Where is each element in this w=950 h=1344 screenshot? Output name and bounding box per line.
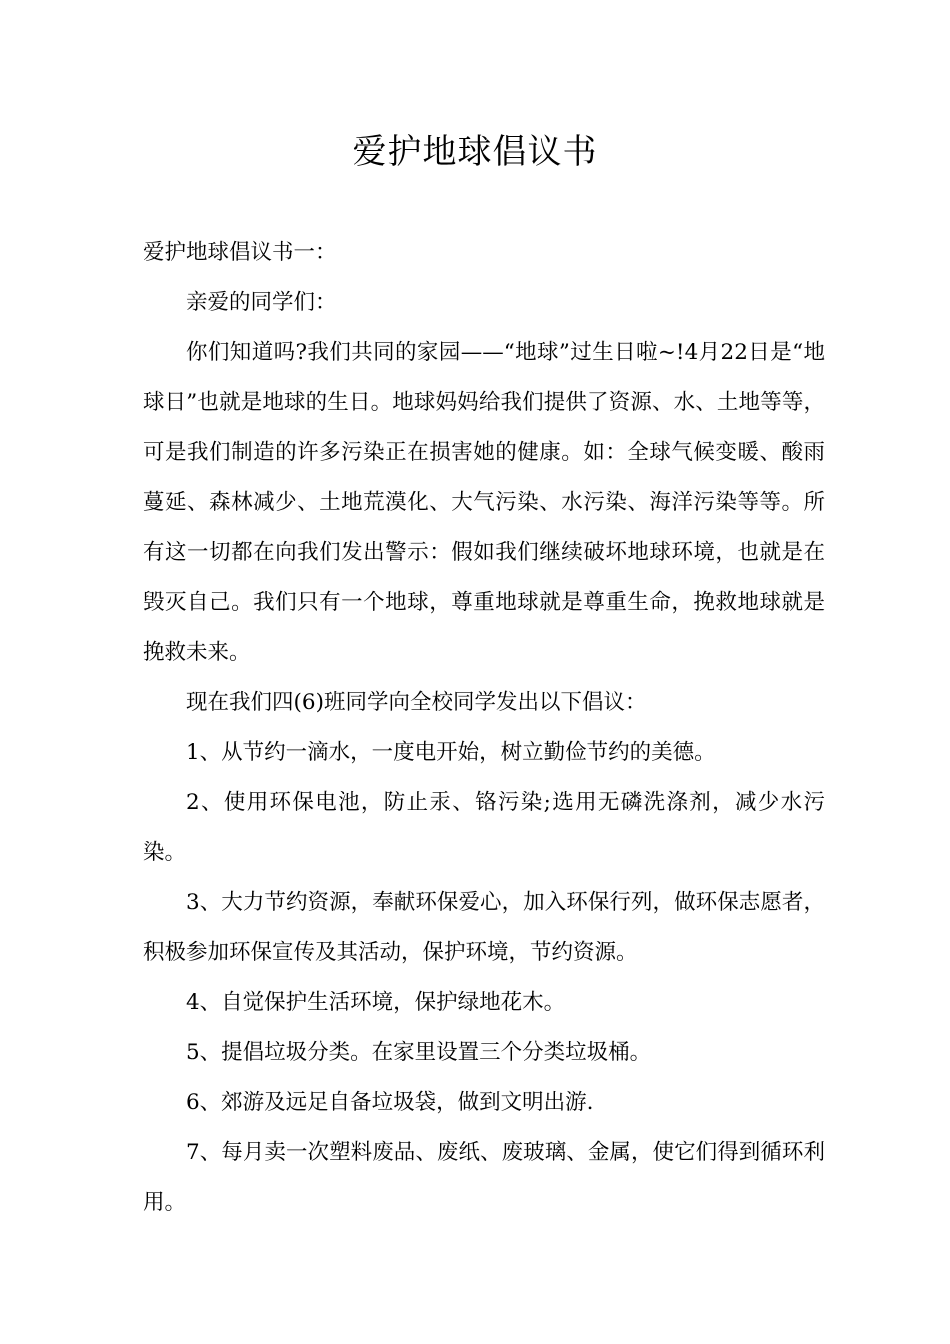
proposal-item-3: 3、大力节约资源，奉献环保爱心，加入环保行列，做环保志愿者，积极参加环保宣传及其活动，保护环境，节约资源。 (143, 890, 825, 965)
document-subtitle: 爱护地球倡议书一： (143, 240, 337, 265)
paragraph-intro: 你们知道吗?我们共同的家园——“地球”过生日啦~!4月22日是“地球日”也就是地球的生日。地球妈妈给我们提供了资源、水、土地等等，可是我们制造的许多污染正在损害她的健康。如：全球气候变暖、酸雨蔓延、森林减少、土地荒漠化、大气污染、水污染、海洋污染等等。所有这一切都在向我们发出警示：假如我们继续破坏地球环境，也就是在毁灭自己。我们只有一个地球，尊重地球就是尊重生命，挽救地球就是挽救未来。 (143, 340, 825, 665)
proposal-item-4: 4、自觉保护生活环境，保护绿地花木。 (186, 990, 566, 1015)
proposal-item-1: 1、从节约一滴水，一度电开始，树立勤俭节约的美德。 (186, 740, 716, 765)
greeting: 亲爱的同学们： (186, 290, 337, 315)
proposal-item-2: 2、使用环保电池，防止汞、铬污染;选用无磷洗涤剂，减少水污染。 (143, 790, 825, 865)
proposal-item-5: 5、提倡垃圾分类。在家里设置三个分类垃圾桶。 (186, 1040, 652, 1065)
paragraph-proposal: 现在我们四(6)班同学向全校同学发出以下倡议： (186, 690, 647, 715)
proposal-item-7: 7、每月卖一次塑料废品、废纸、废玻璃、金属，使它们得到循环利用。 (143, 1140, 825, 1215)
proposal-item-6: 6、郊游及远足自备垃圾袋，做到文明出游. (186, 1090, 594, 1115)
document-body (143, 228, 825, 1228)
document-title: 爱护地球倡议书 (352, 132, 598, 172)
